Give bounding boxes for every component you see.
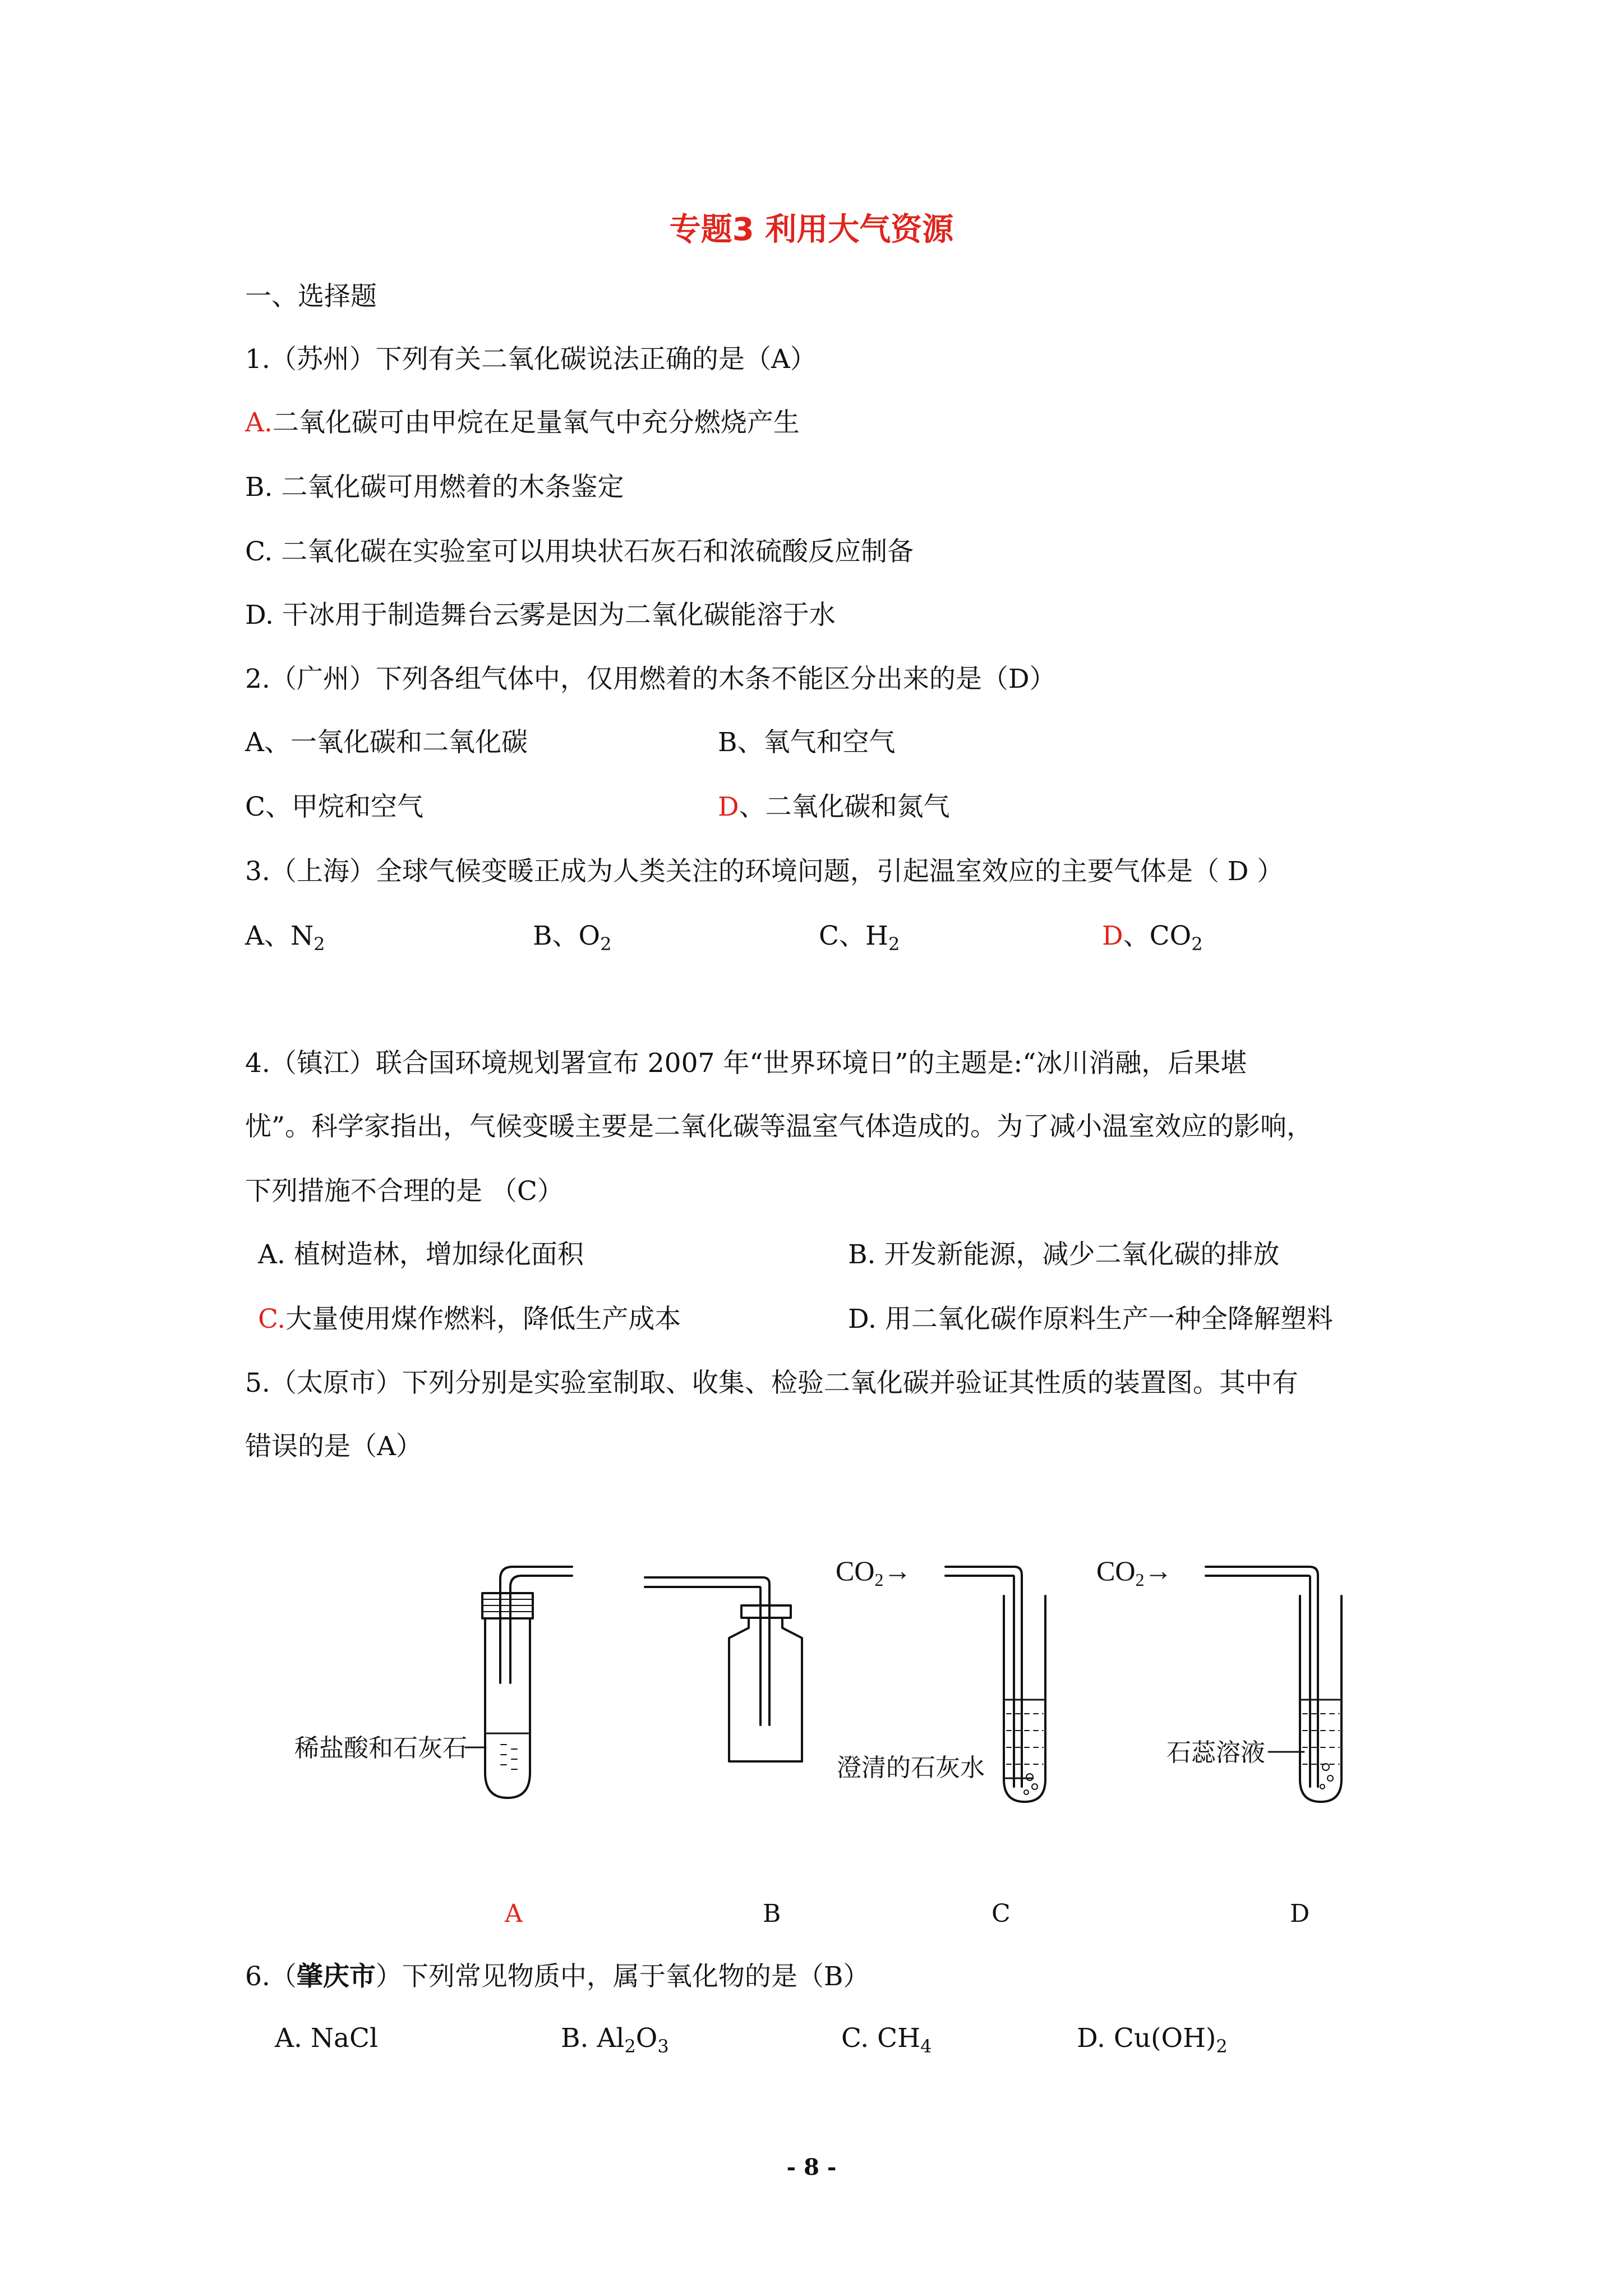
q1-option-a-text: 二氧化碳可由甲烷在足量氧气中充分燃烧产生 xyxy=(272,407,800,438)
q4-option-c-label: C. xyxy=(258,1304,286,1335)
fig-label-b: B xyxy=(763,1899,781,1928)
page-title: 专题3 利用大气资源 xyxy=(669,211,954,248)
q3-option-c: C、$H_2$ xyxy=(819,921,900,955)
fig-c-co2-label: $CO_2\to$ xyxy=(836,1555,912,1590)
q3-option-b: B、$O_2$ xyxy=(533,921,612,955)
q2-stem: 2.（广州）下列各组气体中，仅用燃着的木条不能区分出来的是（D） xyxy=(245,664,1056,694)
q6-option-b: B. $Al_2O_3$ xyxy=(561,2023,669,2057)
q4-option-b: B. 开发新能源，减少二氧化碳的排放 xyxy=(848,1239,1280,1270)
fig-c-label-text: 澄清的石灰水 xyxy=(837,1754,985,1782)
q2-option-c: C、甲烷和空气 xyxy=(245,792,423,822)
q2-option-d-label: D xyxy=(718,792,739,822)
fig-d-label-text: 石蕊溶液 xyxy=(1166,1738,1265,1767)
q2-option-b: B、氧气和空气 xyxy=(718,727,896,758)
q4-stem-line1: 4.（镇江）联合国环境规划署宣布 2007 年“世界环境日”的主题是:“冰川消融，后果堪 xyxy=(245,1048,1247,1079)
arrow-right-icon: → xyxy=(883,1555,912,1586)
q3-stem: 3.（上海）全球气候变暖正成为人类关注的环境问题，引起温室效应的主要气体是（ D ） xyxy=(245,856,1284,887)
q6-stem: 6.（肇庆市）下列常见物质中，属于氧化物的是（B） xyxy=(245,1961,870,1992)
q4-stem-line3: 下列措施不合理的是 （C） xyxy=(245,1176,564,1207)
q1-option-a-label: A. xyxy=(245,407,273,438)
q5-stem-line2: 错误的是（A） xyxy=(245,1431,422,1462)
fig-d-co2-label: $CO_2\to$ xyxy=(1096,1555,1173,1590)
page-number: - 8 - xyxy=(786,2154,837,2180)
arrow-right-icon: → xyxy=(1144,1555,1173,1586)
q4-option-d: D. 用二氧化碳作原料生产一种全降解塑料 xyxy=(848,1304,1333,1335)
section-heading: 一、选择题 xyxy=(245,281,377,312)
q3-option-d: D、$CO_2$ xyxy=(1102,921,1203,955)
q3-option-d-label: D xyxy=(1102,921,1123,951)
fig-label-a: A xyxy=(505,1899,523,1928)
q3-option-a: A、$N_2$ xyxy=(245,921,325,955)
q1-option-b: B. 二氧化碳可用燃着的木条鉴定 xyxy=(245,472,624,503)
q5-stem-line1: 5.（太原市）下列分别是实验室制取、收集、检验二氧化碳并验证其性质的装置图。其中有 xyxy=(245,1368,1298,1398)
q6-option-a: A. NaCl xyxy=(275,2023,378,2054)
q1-option-d: D. 干冰用于制造舞台云雾是因为二氧化碳能溶于水 xyxy=(245,600,836,631)
q1-stem: 1.（苏州）下列有关二氧化碳说法正确的是（A） xyxy=(245,344,817,375)
fig-label-c: C xyxy=(992,1899,1011,1928)
apparatus-b-gas-bottle xyxy=(645,1577,802,1761)
q4-stem-line2: 忧”。科学家指出，气候变暖主要是二氧化碳等温室气体造成的。为了减小温室效应的影响， xyxy=(245,1111,1313,1142)
q4-option-c: C.大量使用煤作燃料，降低生产成本 xyxy=(258,1304,681,1335)
apparatus-a-test-tube xyxy=(465,1567,572,1798)
fig-a-label-text: 稀盐酸和石灰石 xyxy=(294,1734,467,1763)
q2-option-a: A、一氧化碳和二氧化碳 xyxy=(245,727,528,758)
q4-option-a: A. 植树造林，增加绿化面积 xyxy=(258,1239,584,1270)
q6-option-d: D. $Cu(OH)_2$ xyxy=(1077,2023,1228,2057)
q1-option-c: C. 二氧化碳在实验室可以用块状石灰石和浓硫酸反应制备 xyxy=(245,536,914,567)
q6-option-c: C. $CH_4$ xyxy=(841,2023,932,2057)
fig-label-d: D xyxy=(1290,1899,1310,1928)
q2-option-d-text: 、二氧化碳和氮气 xyxy=(739,792,950,822)
